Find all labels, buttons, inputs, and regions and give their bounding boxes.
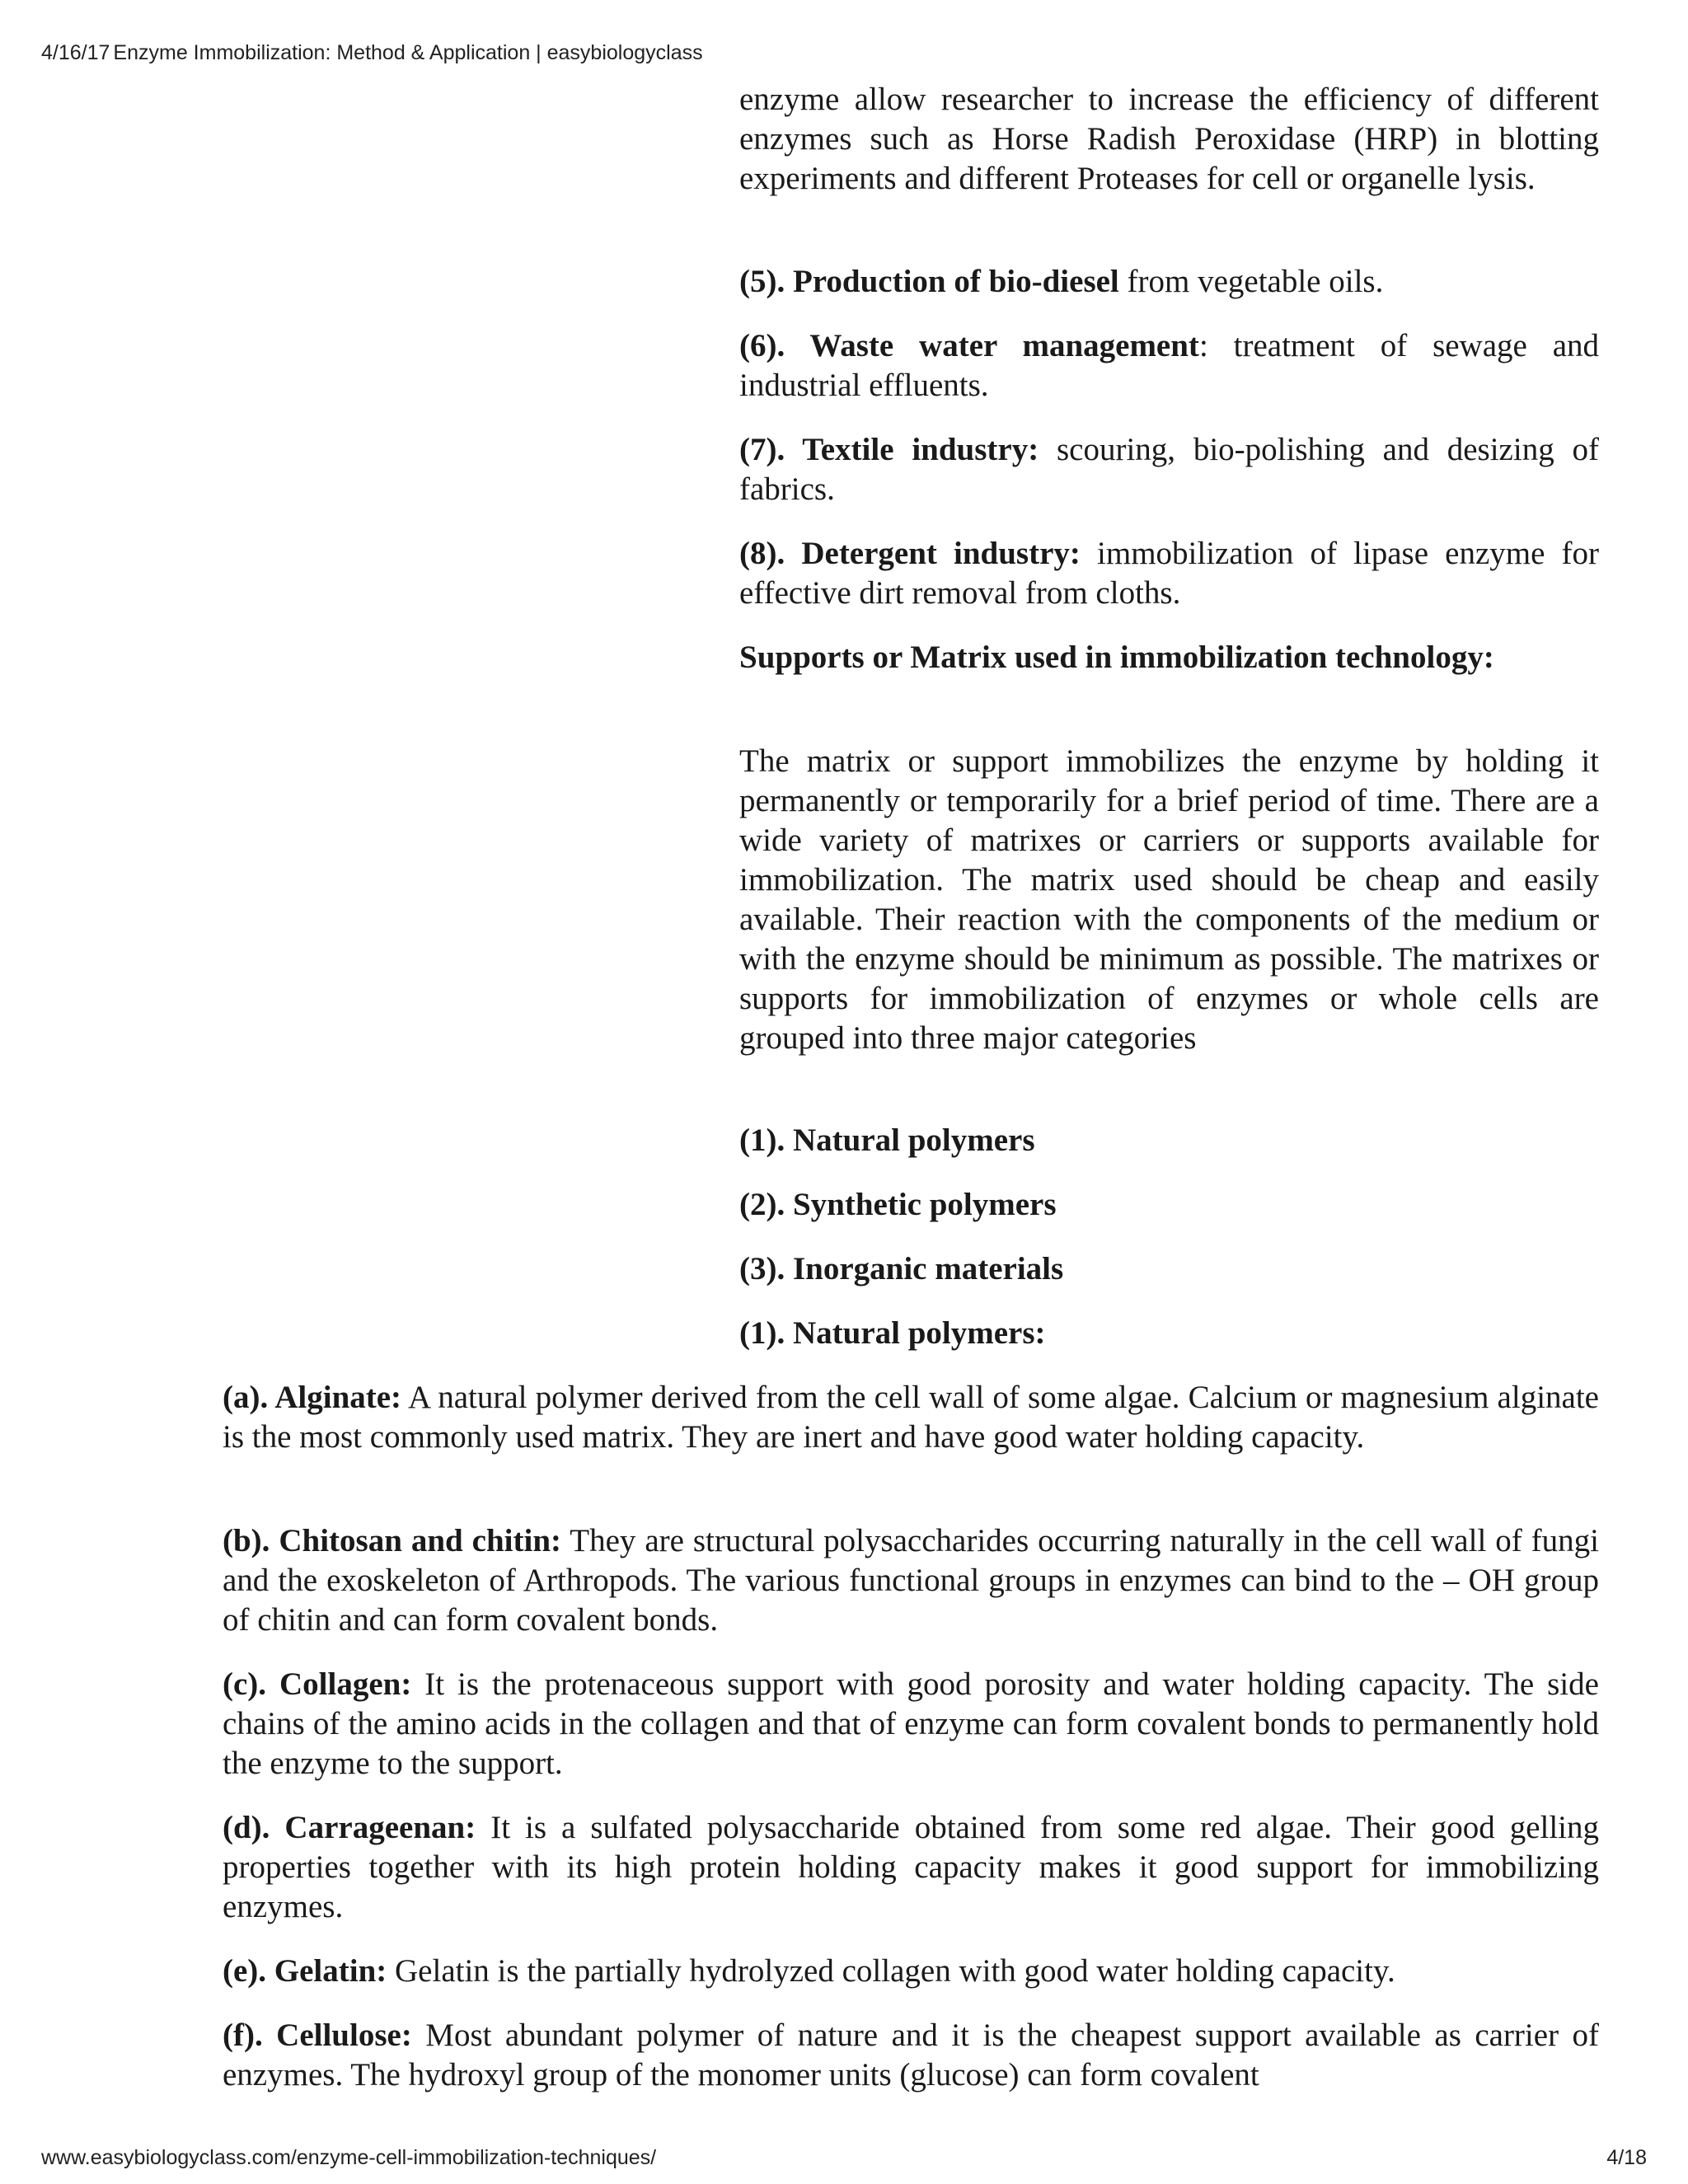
application-label: (7). Textile industry: xyxy=(739,432,1039,467)
item-text: It is a sulfated polysaccharide obtained from some red algae. Their good gelling properties together with its high protein holding capacity makes it good support for immobilizing enzymes. xyxy=(223,1810,1600,1924)
application-item xyxy=(739,262,1599,302)
item-label: (a). Alginate: xyxy=(223,1380,402,1415)
page-url: www.easybiologyclass.com/enzyme-cell-immobilization-techniques/ xyxy=(41,2146,657,2169)
category-item: (2). Synthetic polymers xyxy=(739,1187,1057,1222)
item-text: They are structural polysaccharides occurring naturally in the cell wall of fungi and the exoskeleton of Arthropods. The various functional groups in enzymes can bind to the – OH group of chitin and can form covalent bonds. xyxy=(223,1523,1599,1638)
natural-polymer-item xyxy=(223,1521,1599,1640)
application-label: (5). Production of bio-diesel xyxy=(739,264,1119,299)
page-title: Enzyme Immobilization: Method & Application | easybiologyclass xyxy=(113,41,703,64)
application-label: (6). Waste water management xyxy=(739,328,1199,363)
item-text: It is the protenaceous support with good porosity and water holding capacity. The side chains of the amino acids in the collagen and that of enzyme can form covalent bonds to permanently hold the enzyme to the support. xyxy=(223,1666,1599,1781)
natural-polymer-item xyxy=(223,2016,1599,2095)
application-text: from vegetable oils. xyxy=(1118,264,1384,299)
print-header xyxy=(41,41,706,65)
item-label: (f). Cellulose: xyxy=(223,2018,412,2053)
supports-paragraph: The matrix or support immobilizes the enzyme by holding it permanently or temporarily for a brief period of time. There are a wide variety of matrixes or carriers or supports available for immobilization. The matrix used should be cheap and easily available. Their reaction with the components of the medium or with the enzyme should be minimum as possible. The matrixes or supports for immobilization of enzymes or whole cells are grouped into three major categories xyxy=(739,743,1599,1056)
application-label: (8). Detergent industry: xyxy=(739,536,1081,571)
item-label: (c). Collagen: xyxy=(223,1666,412,1702)
item-text: A natural polymer derived from the cell wall of some algae. Calcium or magnesium alginate is the most commonly used matrix. They are inert and have good water holding capacity. xyxy=(223,1380,1599,1455)
continuation-paragraph: enzyme allow researcher to increase the efficiency of different enzymes such as Horse Radish Peroxidase (HRP) in blotting experiments and different Proteases for cell or organelle lysis. xyxy=(739,82,1599,196)
item-label: (d). Carrageenan: xyxy=(223,1810,476,1845)
application-item xyxy=(739,534,1599,613)
item-text: Gelatin is the partially hydrolyzed collagen with good water holding capacity. xyxy=(387,1953,1395,1989)
application-text: scouring, bio-polishing and desizing of fabrics. xyxy=(739,432,1599,507)
supports-heading: Supports or Matrix used in immobilization technology: xyxy=(739,640,1494,675)
application-item xyxy=(739,326,1599,405)
item-label: (b). Chitosan and chitin: xyxy=(223,1523,562,1558)
application-text: immobilization of lipase enzyme for effective dirt removal from cloths. xyxy=(739,536,1599,611)
natural-polymer-item xyxy=(223,1665,1599,1783)
item-label: (e). Gelatin: xyxy=(223,1953,387,1989)
application-item xyxy=(739,430,1599,509)
item-text: Most abundant polymer of nature and it is the cheapest support available as carrier of enzymes. The hydroxyl group of the monomer units (glucose) can form covalent xyxy=(223,2018,1599,2093)
natural-polymers-heading: (1). Natural polymers: xyxy=(739,1315,1046,1351)
print-date: 4/16/17 xyxy=(41,41,110,64)
natural-polymer-item xyxy=(223,1378,1599,1457)
category-item: (3). Inorganic materials xyxy=(739,1251,1064,1286)
natural-polymer-item xyxy=(223,1952,1599,1991)
category-item: (1). Natural polymers xyxy=(739,1122,1035,1158)
page-number: 4/18 xyxy=(1606,2146,1647,2169)
application-text: : treatment of sewage and industrial effluents. xyxy=(739,328,1600,403)
natural-polymer-item xyxy=(223,1808,1599,1927)
